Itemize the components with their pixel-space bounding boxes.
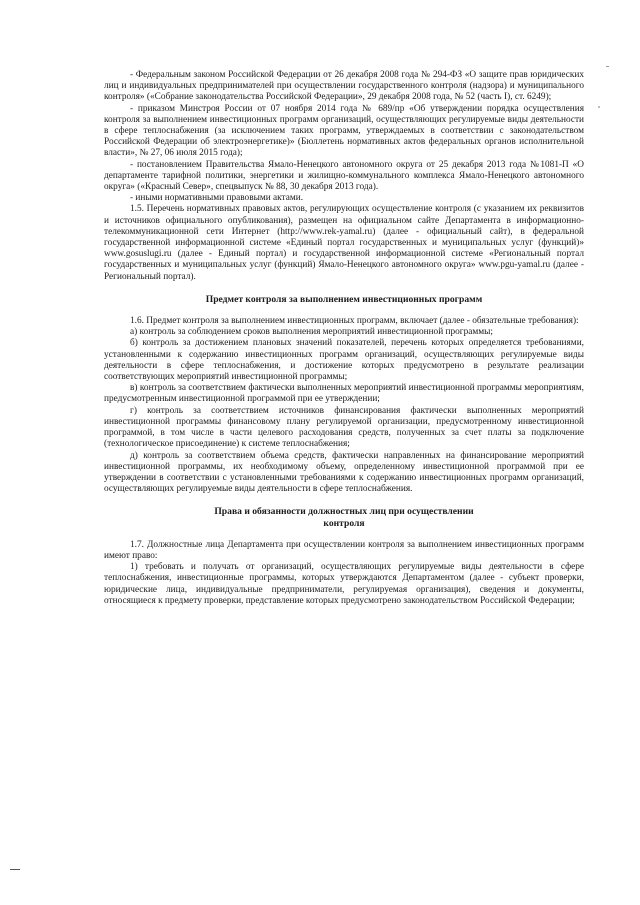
section-heading-subject-of-control: Предмет контроля за выполнением инвестиционных программ [205, 293, 483, 305]
list-item-1: 1) требовать и получать от организаций, осуществляющих регулируемые виды деятельности в сфере теплоснабжения, инвестиционные программы, которых утверждаются Департаментом (далее - субъект проверки, юридические лица, индивидуальные предприниматели, регулируемая организация), сведения и документы, относящиеся к предмету проверки, представление которых предусмотрено законодательством Российской Федерации; [104, 562, 584, 606]
list-item-b: б) контроль за достижением плановых значений показателей, перечень которых определяется требованиями, установленными к содержанию инвестиционных программ организаций, осуществляющих регулируемые виды деятельности в сфере теплоснабжения, и достижение которых предусмотрено в результате реализации соответствующих мероприятий инвестиционной программы; [104, 338, 584, 383]
paragraph-1-5: 1.5. Перечень нормативных правовых актов, регулирующих осуществление контроля (с указанием их реквизитов и источников официального опубликования), размещен на официальном сайте Департамента в информационно-телекоммуникационной сети Интернет (http://www.rek-yamal.ru) (далее - официальный сайт), в федеральной государственной информационной системе «Единый портал государственных и муниципальных услуг (функций)» www.gosuslugi.ru (далее - Единый портал) и государственной информационной системе «Региональный портал государственных и муниципальных услуг (функций) Ямало-Ненецкого автономного округа» www.pgu-yamal.ru (далее - Региональный портал). [104, 204, 584, 282]
list-item-a: а) контроль за соблюдением сроков выполнения мероприятий инвестиционной программы; [130, 327, 493, 338]
paragraph-minstroy-order: - приказом Минстроя России от 07 ноября 2014 года № 689/пр «Об утверждении порядка осуществления контроля за выполнением инвестиционных программ организаций, осуществляющих регулируемые виды деятельности в сфере теплоснабжения (за исключением таких программ, утверждаемых в соответствии с законодательством Российской Федерации об электроэнергетике)» (Бюллетень нормативных актов федеральных органов исполнительной власти», № 27, 06 июля 2015 года); [104, 103, 584, 159]
list-item-d: д) контроль за соответствием объема средств, фактически направленных на финансирование мероприятий инвестиционной программы, их необходимому объему, определенному инвестиционной программой при ее утверждении в соответствии с установленными требованиями к содержанию инвестиционных программ организаций, осуществляющих регулируемые виды деятельности в сфере теплоснабжения. [104, 450, 584, 495]
paragraph-other-acts: - иными нормативными правовыми актами. [130, 193, 304, 204]
scan-speck [598, 106, 600, 108]
scan-mark [606, 66, 609, 67]
paragraph-1-6: 1.6. Предмет контроля за выполнением инвестиционных программ, включает (далее - обязательные требования): [130, 316, 579, 327]
paragraph-1-7: 1.7. Должностные лица Департамента при осуществлении контроля за выполнением инвестиционных программ имеют право: [104, 539, 584, 561]
list-item-g: г) контроль за соответствием источников финансирования фактически выполненных мероприятий инвестиционной программы финансовому плану регулируемой организации, предусмотренному инвестиционной программой, в том числе в части целевого расходования средств, полученных за счет платы за подключение (технологическое присоединение) к системе теплоснабжения; [104, 405, 584, 450]
section-heading-rights-and-duties: Права и обязанности должностных лиц при осуществлении контроля [214, 506, 474, 529]
document-body [104, 70, 584, 607]
list-item-v: в) контроль за соответствием фактически выполненных мероприятий инвестиционной программы мероприятиям, предусмотренным инвестиционной программой при ее утверждении; [104, 383, 584, 405]
scan-mark-bottom [10, 869, 20, 870]
paragraph-federal-law: - Федеральным законом Российской Федерации от 26 декабря 2008 года № 294-ФЗ «О защите прав юридических лиц и индивидуальных предпринимателей при осуществлении государственного контроля (надзора) и муниципального контроля» («Собрание законодательства Российской Федерации», 29 декабря 2008 года, № 52 (часть I), ст. 6249); [104, 70, 584, 103]
paragraph-government-resolution: - постановлением Правительства Ямало-Ненецкого автономного округа от 25 декабря 2013 года №1081-П «О департаменте тарифной политики, энергетики и жилищно-коммунального комплекса Ямало-Ненецкого автономного округа» («Красный Север», спецвыпуск № 88, 30 декабря 2013 года). [104, 159, 584, 193]
